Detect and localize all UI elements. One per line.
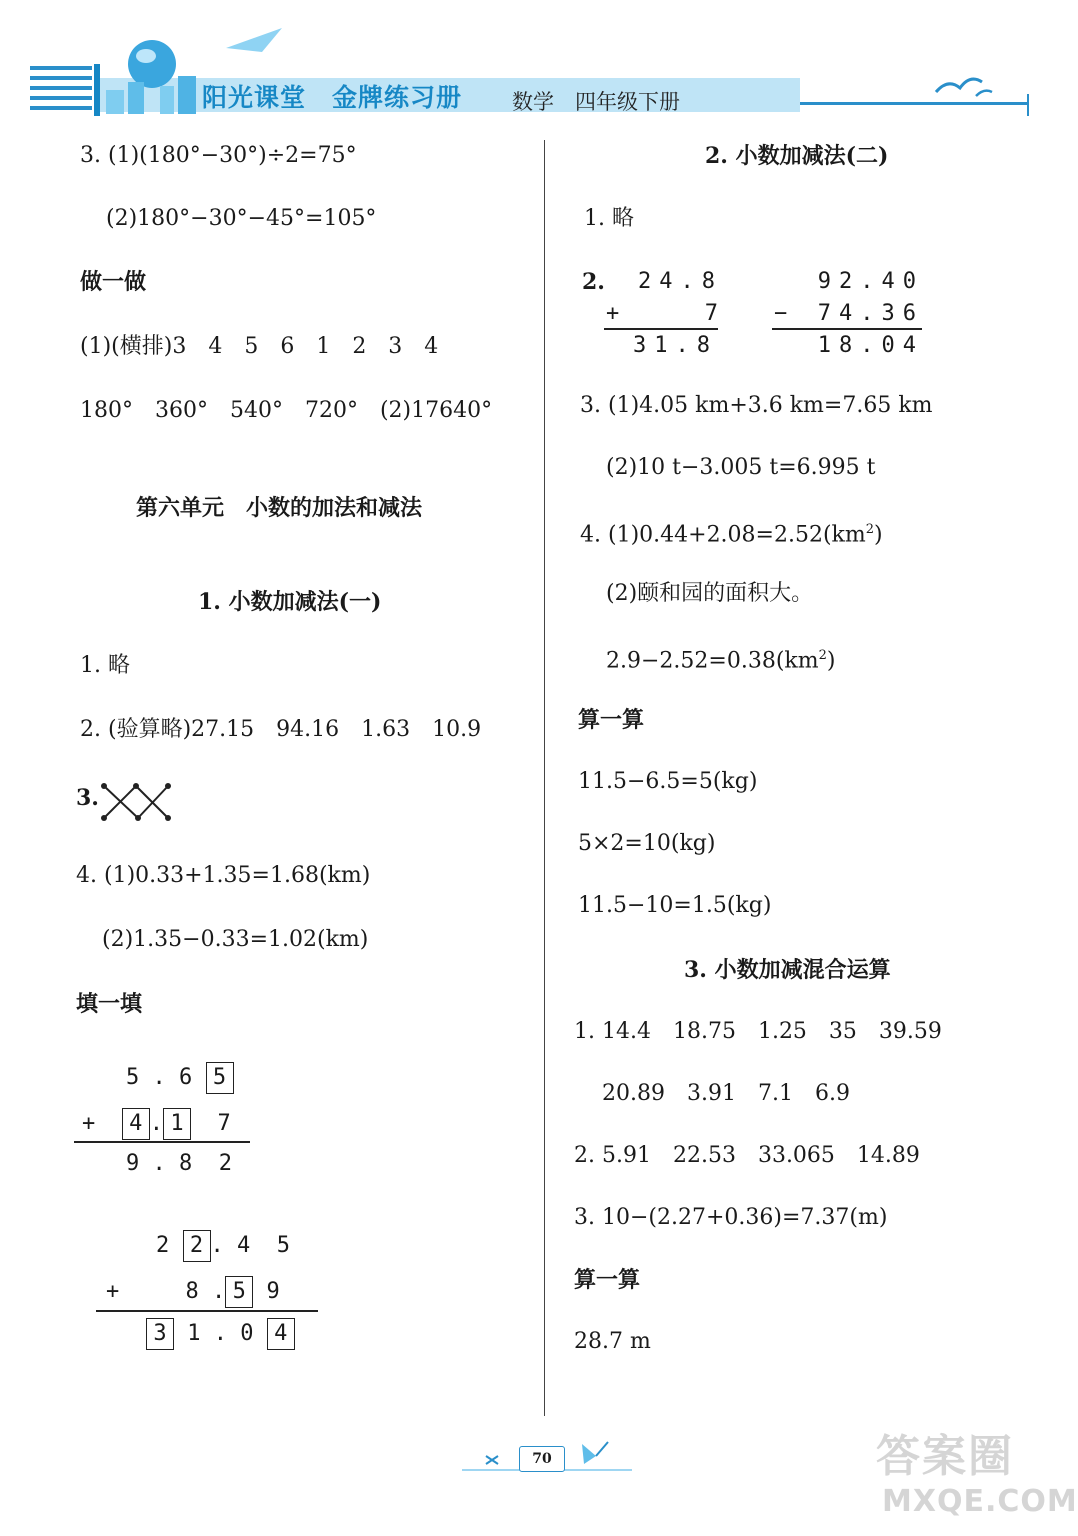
left-line-1: 3. (1)(180°−30°)÷2=75° (80, 143, 357, 168)
right-s2: 5×2=10(kg) (578, 831, 716, 856)
v1-result: 9 . 8 2 (126, 1151, 232, 1176)
right-q4c: $2.9-2.52=0.38(km^2)$ (606, 648, 836, 674)
v2-result-box-1: 3 (146, 1318, 174, 1350)
left-q4b: (2)1.35−0.33=1.02(km) (102, 927, 369, 952)
left-q3-label: 3. (76, 785, 99, 811)
heading-suanyisuan-2: 算一算 (574, 1267, 641, 1293)
calc2-mid: 74.36 (817, 301, 924, 326)
book-title: 阳光课堂 金牌练习册 (202, 83, 463, 112)
calc2-top: 92.40 (817, 269, 924, 294)
v1-row1: 5 . 6 5 (126, 1062, 234, 1094)
right-p1b: 20.89 3.91 7.1 6.9 (602, 1081, 850, 1106)
right-q3b: (2)10 t−3.005 t=6.995 t (606, 455, 876, 480)
calc1-op: + (606, 301, 620, 326)
v2-row2: + 8 . 5 9 (106, 1276, 280, 1308)
v1-sum-line (74, 1141, 250, 1143)
left-q4a: 4. (1)0.33+1.35=1.68(km) (76, 863, 371, 888)
v2-row1: 2 2 . 4 5 (156, 1230, 290, 1262)
watermark-url: MXQE.COM (882, 1484, 1078, 1519)
left-line-2: (2)180°−30°−45°=105° (106, 206, 377, 231)
calc1-mid: 7 (704, 301, 718, 326)
v2-row1-box: 2 (183, 1230, 211, 1262)
v1-row2-box-2: 1 (163, 1108, 191, 1140)
v2-row2-box: 5 (225, 1276, 253, 1308)
right-p1a: 1. 14.4 18.75 1.25 35 39.59 (574, 1019, 942, 1044)
section-3-title: 3. 小数加减混合运算 (684, 957, 891, 983)
right-q4a: 4. $(1)0.44+2.08=2.52(km^2)$ (580, 522, 883, 548)
page-number: 70 (519, 1446, 565, 1472)
right-q3a: 3. (1)4.05 km+3.6 km=7.65 km (580, 393, 933, 418)
book-subject: 数学 四年级下册 (512, 90, 680, 114)
right-s3: 11.5−10=1.5(kg) (578, 893, 772, 918)
calc1-top: 24.8 (638, 269, 723, 294)
right-q2-label: 2. (582, 269, 605, 295)
unit-title: 第六单元 小数的加法和减法 (136, 495, 423, 521)
right-s1: 11.5−6.5=5(kg) (578, 769, 758, 794)
calc1-result: 31.8 (633, 333, 718, 358)
right-p3: 3. 10−(2.27+0.36)=7.37(m) (574, 1205, 888, 1230)
birds-icon (932, 68, 1002, 102)
section-1-title: 1. 小数加减法(一) (198, 589, 382, 615)
v2-sum-line (96, 1310, 318, 1312)
v1-row1-box: 5 (206, 1062, 234, 1094)
calc2-op: − (774, 301, 788, 326)
right-q1: 1. 略 (584, 206, 634, 231)
calc2-result: 18.04 (817, 333, 924, 358)
left-line-3: (1)(横排)3 4 5 6 1 2 3 4 (80, 334, 439, 359)
heading-tianyitian: 填一填 (76, 991, 143, 1017)
calc1-line (604, 328, 718, 330)
section-2-title: 2. 小数加减法(二) (705, 143, 889, 169)
v2-result-box-2: 4 (267, 1318, 295, 1350)
right-q4b: (2)颐和园的面积大。 (606, 581, 814, 606)
v1-row2: + 4 . 1 7 (82, 1108, 231, 1140)
paper-plane-icon (222, 22, 302, 56)
matching-lines-diagram (98, 778, 174, 824)
heading-suanyisuan-1: 算一算 (578, 707, 645, 733)
heading-zuoyizuo: 做一做 (80, 269, 147, 295)
globe-logo-icon (100, 30, 210, 116)
left-line-4: 180° 360° 540° 720° (2)17640° (80, 398, 493, 423)
left-q1: 1. 略 (80, 653, 130, 678)
v2-result: 3 1 . 0 4 (146, 1318, 295, 1350)
v1-row2-box-1: 4 (122, 1108, 150, 1140)
right-p2: 2. 5.91 22.53 33.065 14.89 (574, 1143, 920, 1168)
column-divider (544, 140, 545, 1416)
left-q2: 2. (验算略)27.15 94.16 1.63 10.9 (80, 717, 482, 742)
watermark-logo: 答案圈 (876, 1431, 1014, 1482)
right-answer: 28.7 m (574, 1329, 651, 1354)
calc2-line (772, 328, 922, 330)
